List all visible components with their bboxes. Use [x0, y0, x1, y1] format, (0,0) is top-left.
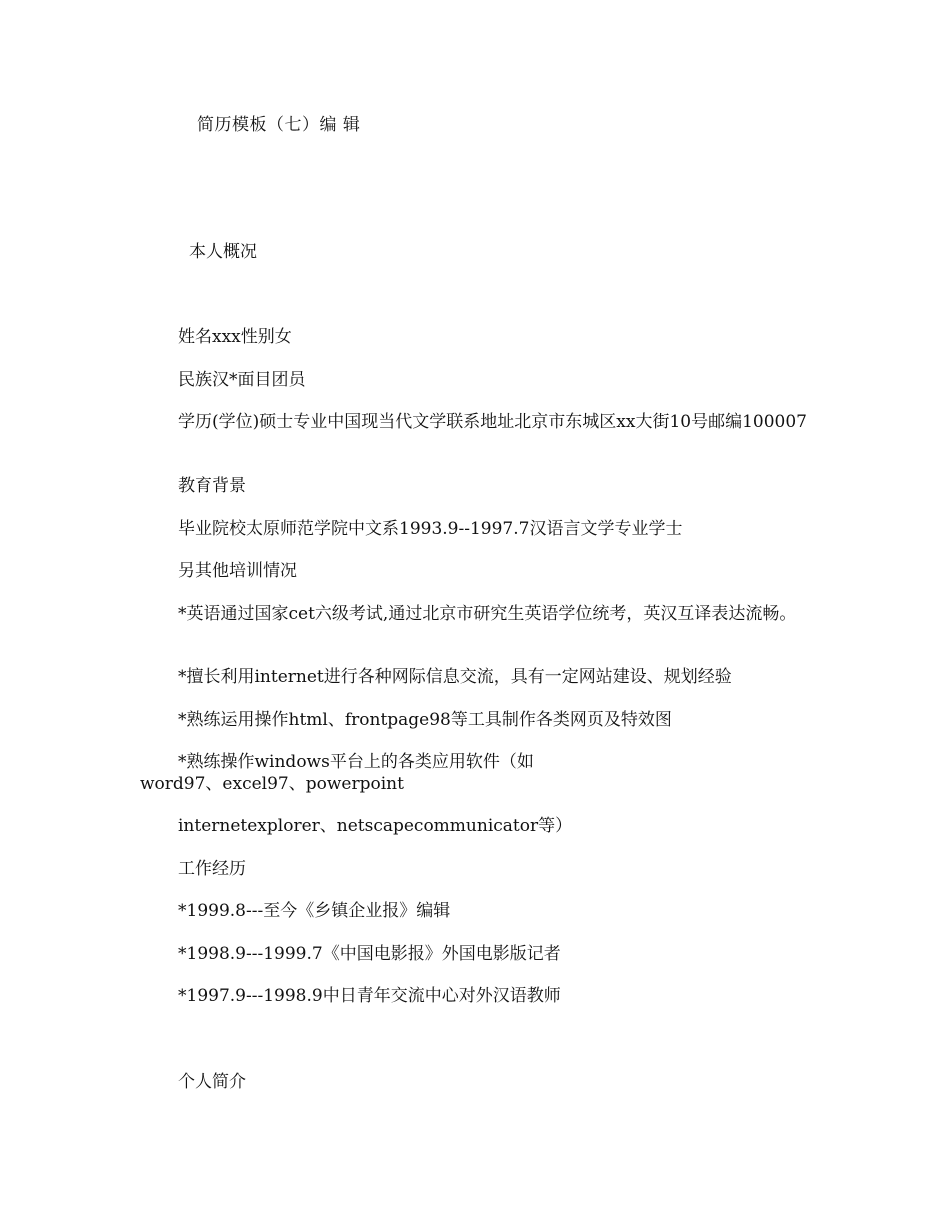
training-windows-line-3: internetexplorer、netscapecommunicator等） — [178, 816, 573, 836]
section-heading-work: 工作经历 — [178, 859, 246, 879]
training-windows-line-1: *熟练操作windows平台上的各类应用软件（如 — [178, 752, 534, 772]
training-windows-line-2: word97、excel97、powerpoint — [140, 774, 404, 794]
training-html: *熟练运用操作html、frontpage98等工具制作各类网页及特效图 — [178, 710, 672, 730]
education-address-line: 学历(学位)硕士专业中国现当代文学联系地址北京市东城区xx大街10号邮编100007 — [178, 412, 807, 432]
section-heading-personal: 本人概况 — [189, 242, 257, 262]
name-gender-line: 姓名xxx性别女 — [178, 327, 292, 347]
ethnicity-politics-line: 民族汉*面目团员 — [178, 370, 306, 390]
work-item-2: *1998.9---1999.7《中国电影报》外国电影版记者 — [178, 944, 561, 964]
work-item-1: *1999.8---至今《乡镇企业报》编辑 — [178, 901, 451, 921]
section-heading-training: 另其他培训情况 — [178, 561, 297, 581]
school-line: 毕业院校太原师范学院中文系1993.9--1997.7汉语言文学专业学士 — [178, 519, 683, 539]
training-internet: *擅长利用internet进行各种网际信息交流，具有一定网站建设、规划经验 — [178, 667, 732, 687]
section-heading-profile: 个人简介 — [178, 1072, 246, 1092]
training-english: *英语通过国家cet六级考试,通过北京市研究生英语学位统考，英汉互译表达流畅。 — [178, 604, 797, 624]
work-item-3: *1997.9---1998.9中日青年交流中心对外汉语教师 — [178, 986, 561, 1006]
document-title: 简历模板（七）编 辑 — [197, 115, 361, 135]
section-heading-education: 教育背景 — [178, 476, 246, 496]
